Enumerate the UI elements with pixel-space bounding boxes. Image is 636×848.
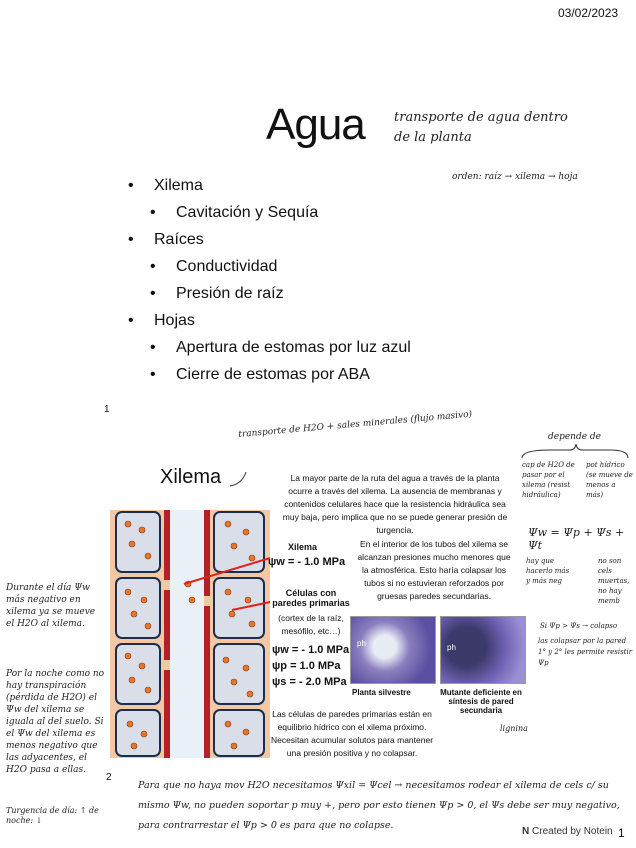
title-arrow [228,470,250,490]
photo-mutant: ph [440,616,526,684]
handwritten-transport: transporte de H2O + sales minerales (flujo masivo) [238,409,473,440]
label-cells: Células con paredes primarias [272,588,350,608]
psi-xilema: ψw = - 1.0 MPa [268,556,346,568]
bullet-text: Presión de raíz [176,285,284,302]
photo-wild-type: ph [350,616,436,684]
bullet-dot-icon: • [128,231,134,248]
right-cells [214,512,264,756]
bullet-item [128,226,411,253]
handwritten-turgencia: Turgencia de día: ↑ de noche: ↓ [6,806,99,825]
bullet-text: Cavitación y Sequía [176,204,319,221]
bullet-dot-icon: • [150,204,156,221]
handwritten-right-memb: no son cels muertas, no hay memb [598,557,630,605]
handwritten-right-neg: hay que hacerlo más y más neg [526,557,570,585]
psi-list: ψw = - 1.0 MPa ψp = 1.0 MPa ψs = - 2.0 MPa [272,644,350,688]
bullet-item [128,334,411,361]
slide1-page-number: 1 [104,404,110,415]
bullet-item [128,199,411,226]
page-title: Agua [266,100,365,149]
caption-wild-type: Planta silvestre [352,688,411,697]
left-cells [116,512,160,756]
handwritten-title-note: transporte de agua dentro de la planta [394,110,568,145]
bullet-dot-icon: • [128,312,134,329]
handwritten-right-pared: las colapsar por la pared 1° y 2° les permite resistir Ψp [538,637,633,667]
paragraph-celulas: Las células de paredes primarias están en equilibrio hídrico con el xilema próximo. Necesitan acumular solutos para mantener una presión positiva y no colapsar. [270,709,434,758]
paragraph-ruta: La mayor parte de la ruta del agua a través de la planta ocurre a través del xilema. La ausencia de membranas y contenidos celulares hace que la resistencia hidráulica sea muy baja, pero implica que no se puede generar presión de turgencia. [282,473,508,535]
handwritten-left-day: Durante el día Ψw más negativo en xilema ya se mueve el H2O al xilema. [6,583,96,629]
handwritten-psi-equation: Ψw = Ψp + Ψs + Ψt [528,526,625,552]
handwritten-bottom: Para que no haya mov H2O necesitamos Ψxil = Ψcel → necesitamos rodear el xilema de cels c/ su mismo Ψw, no pueden soportar p muy +, pero por esto tienen Ψp > 0, el Ψs debe ser muy negativo, para contrarrestar el Ψp > 0 es para que no colapse. [138,780,620,831]
slide2-page-number: 2 [106,772,112,783]
bullet-item [128,361,411,388]
label-cells-sub: (cortex de la raíz, mesófilo, etc…) [278,613,344,636]
bullet-item [128,172,411,199]
handwritten-depende: depende de [548,432,602,442]
bullet-dot-icon: • [150,258,156,275]
label-xilema: Xilema [288,542,318,552]
handwritten-right-pot: pot hídrico (se mueve de menos a más) [586,461,633,499]
created-by: N Created by Notein [522,826,613,837]
handwritten-right-cap: cap de H2O de pasar por el xilema (resist hidráulica) [522,461,575,499]
bullet-item [128,280,411,307]
handwritten-lignina: lignina [500,724,528,733]
handwritten-order: orden: raíz → xilema → hoja [452,172,578,182]
bullet-text: Xilema [154,177,203,194]
bullet-dot-icon: • [128,177,134,194]
depende-bracket [520,444,630,460]
xylem-diagram [110,510,270,758]
bullet-dot-icon: • [150,285,156,302]
footer-page-number: 1 [618,826,625,840]
bullet-dot-icon: • [150,366,156,383]
handwritten-left-night: Por la noche como no hay transpiración (pérdida de H2O) el Ψw del xilema se iguala al del suelo. Si el Ψw del xilema es menos negativo que las adyacentes, el H2O pasa a ellas. [6,669,105,775]
bullet-list [128,172,411,388]
paragraph-presiones: En el interior de los tubos del xilema se alcanzan presiones mucho menores que la atmosférica. Esto haría colapsar los tubos si no estuvieran reforzados por gruesas paredes secundarias. [357,539,511,601]
bullet-dot-icon: • [150,339,156,356]
date: 03/02/2023 [558,6,619,20]
slide2-title: Xilema [160,466,222,488]
bullet-item [128,307,411,334]
bullet-text: Cierre de estomas por ABA [176,366,370,383]
caption-mutant: Mutante deficiente en síntesis de pared secundaria [440,688,522,715]
bullet-text: Raíces [154,231,204,248]
bullet-text: Hojas [154,312,195,329]
handwritten-right-colapso: Si Ψp > Ψs → colapso [540,622,618,630]
bullet-text: Conductividad [176,258,278,275]
bullet-item [128,253,411,280]
bullet-text: Apertura de estomas por luz azul [176,339,411,356]
notein-logo-icon: N [522,826,530,837]
